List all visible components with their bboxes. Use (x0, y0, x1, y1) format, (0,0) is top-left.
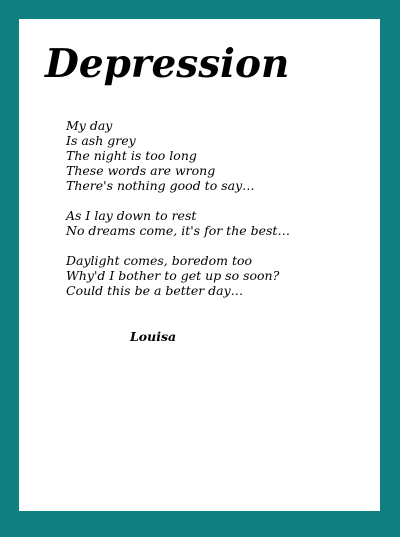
poem-page (19, 19, 380, 511)
author-signature: Louisa (130, 329, 177, 344)
poem-line: There's nothing good to say… (66, 178, 255, 193)
poem-line: The night is too long (66, 148, 197, 163)
poem-line: These words are wrong (66, 163, 216, 178)
poem-line: My day (66, 118, 113, 133)
stanza-3 (66, 253, 290, 298)
poem-line: Why'd I bother to get up so soon? (66, 268, 280, 283)
stanza-1 (66, 118, 290, 193)
poem-line: Could this be a better day… (66, 283, 244, 298)
poem-line: Daylight comes, boredom too (66, 253, 253, 268)
poem-line: No dreams come, it's for the best… (66, 223, 290, 238)
poem-line: Is ash grey (66, 133, 136, 148)
poem-line: As I lay down to rest (66, 208, 197, 223)
poem-title: Depression (45, 41, 290, 87)
stanza-2 (66, 208, 290, 238)
poem-body (66, 118, 290, 313)
